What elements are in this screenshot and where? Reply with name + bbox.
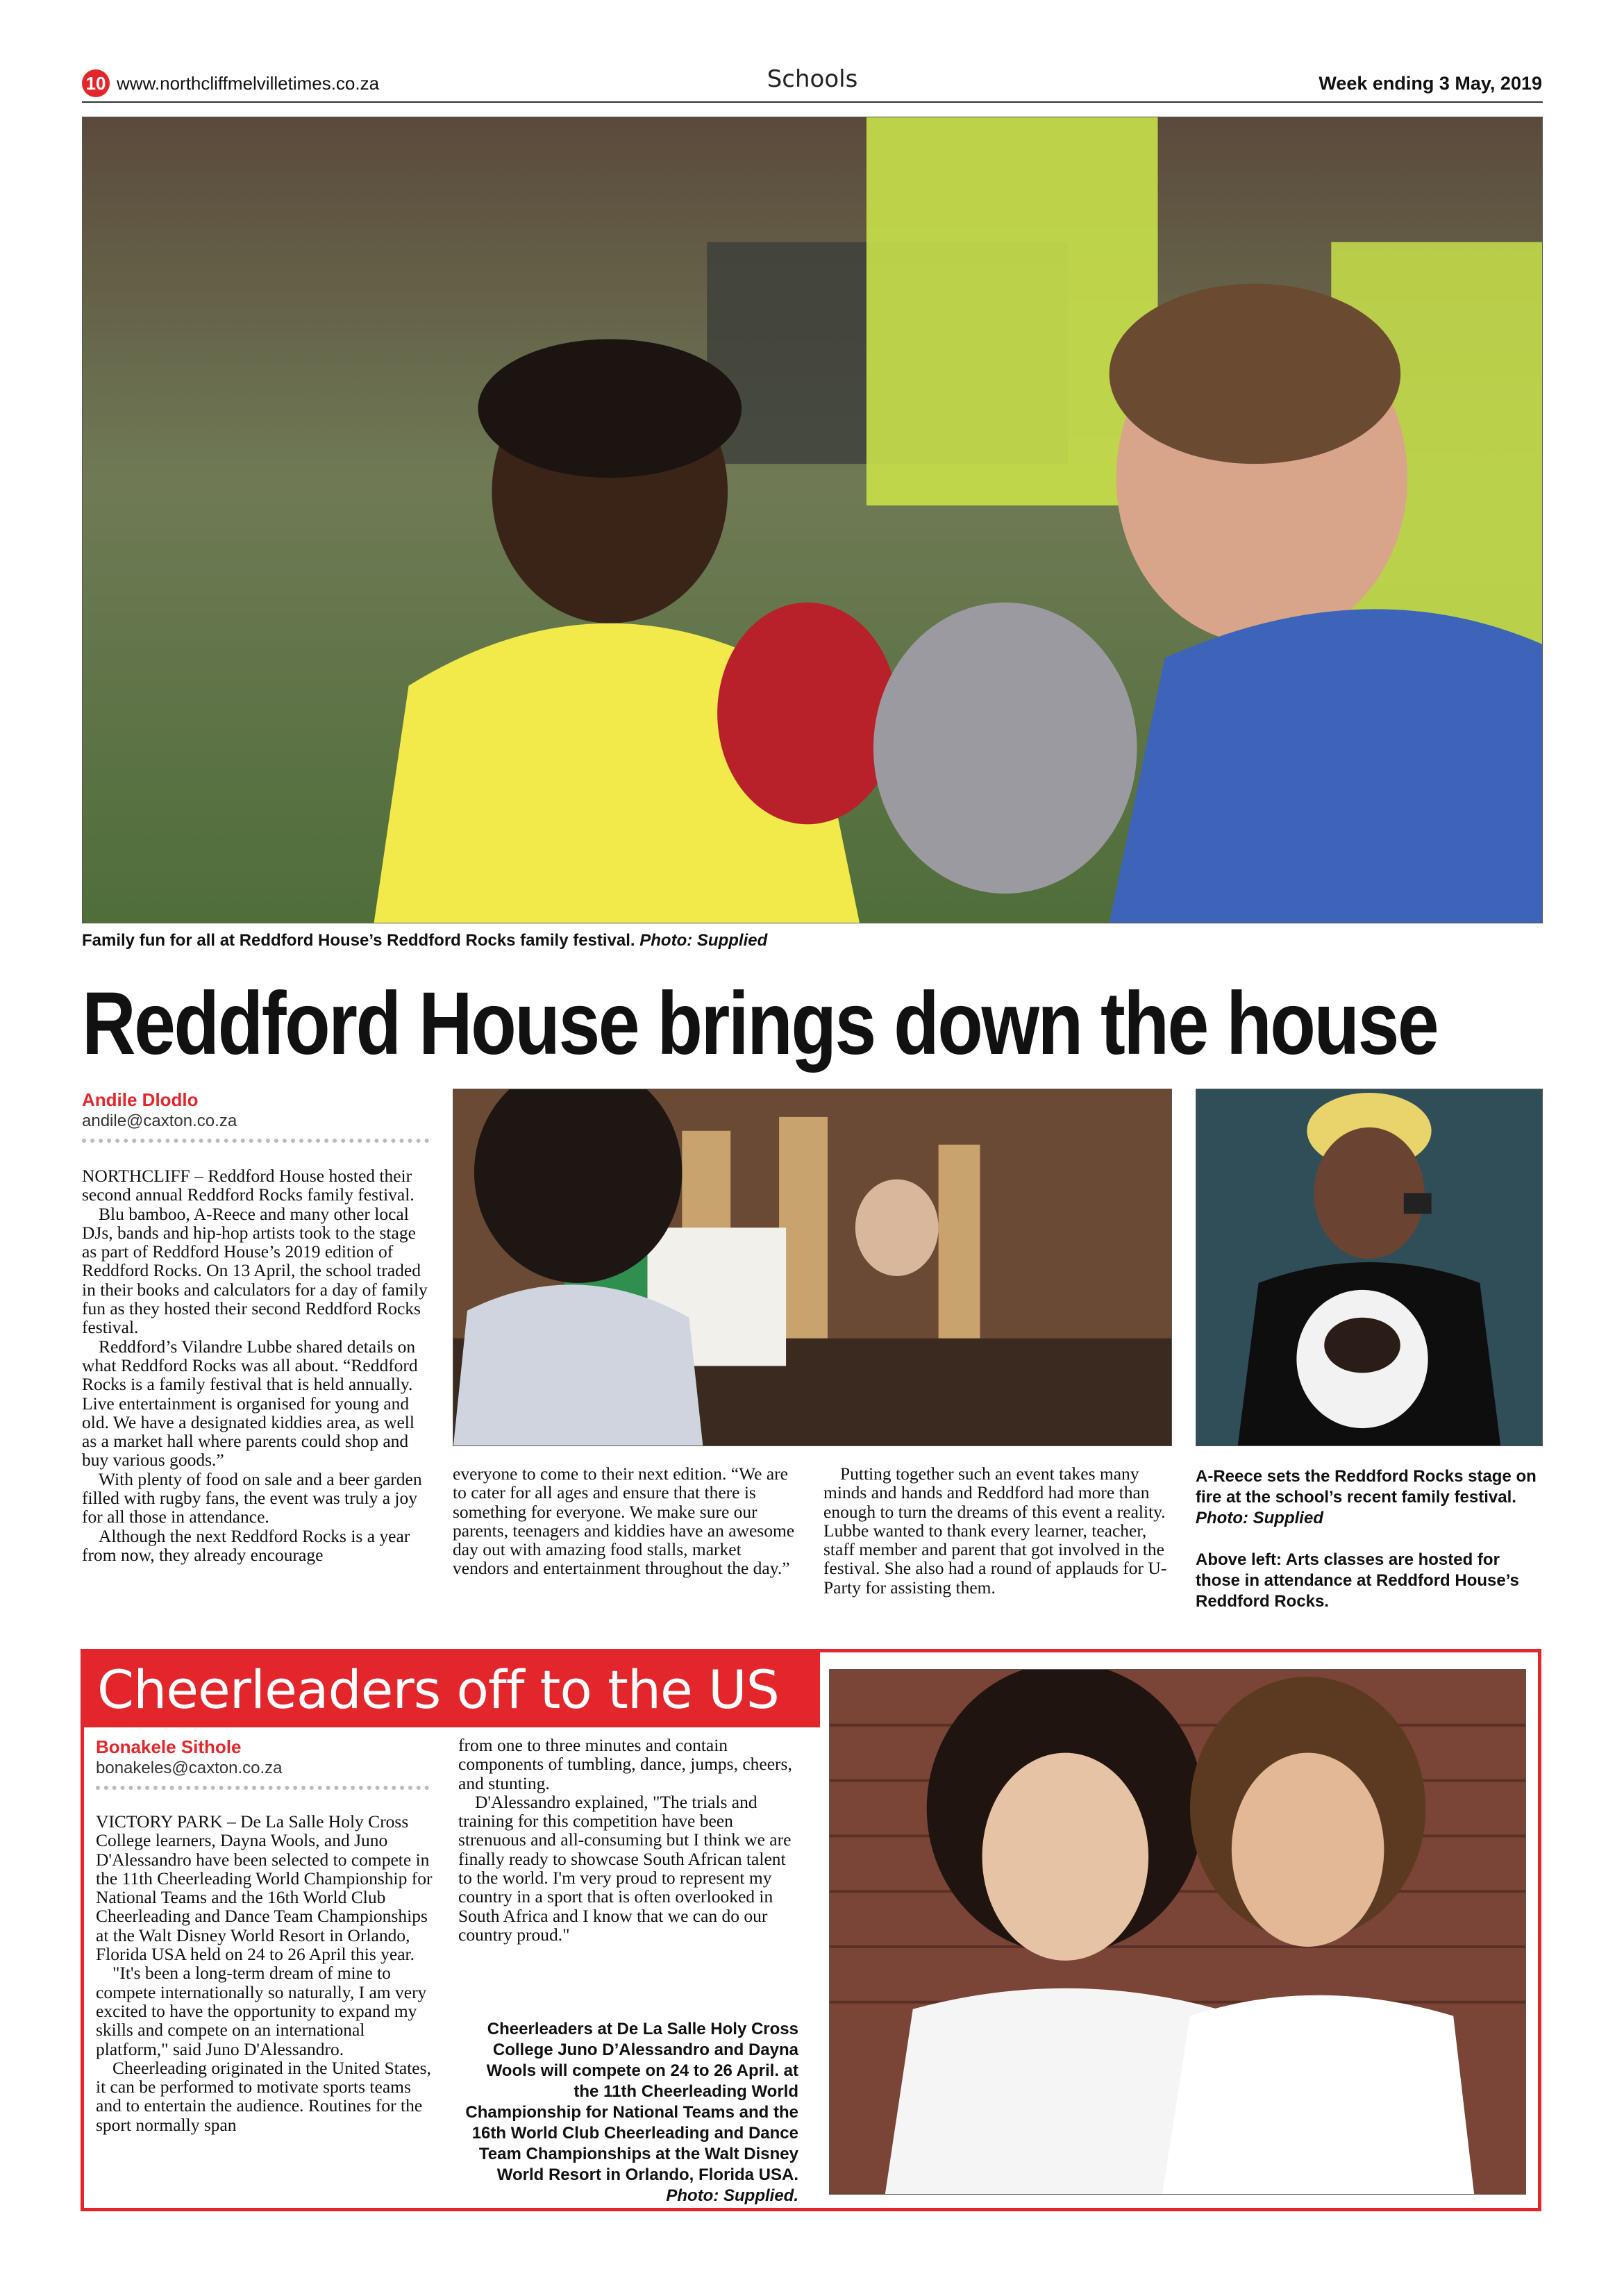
author-name: Bonakele Sithole bbox=[96, 1736, 242, 1757]
article-column-2 bbox=[453, 1464, 801, 1578]
paragraph: Although the next Reddford Rocks is a year from now, they already encourage bbox=[82, 1525, 410, 1565]
author-email[interactable]: andile@caxton.co.za bbox=[82, 1112, 237, 1130]
photo-credit: Photo: Supplied. bbox=[666, 2186, 798, 2205]
paragraph: everyone to come to their next edition. “We are to cater for all ages and ensure that there is something for everyone. We make sure our parents, teenagers and kiddies have an awesome day out with amazing food stalls, market vendors and entertainment throughout the day.” bbox=[453, 1464, 795, 1579]
author-name: Andile Dlodlo bbox=[82, 1089, 199, 1110]
header-divider bbox=[82, 101, 1543, 103]
paragraph: With plenty of food on sale and a beer garden filled with rugby fans, the event was truly a joy for all those in attendance. bbox=[82, 1468, 422, 1527]
paragraph: Reddford’s Vilandre Lubbe shared details on what Reddford Rocks was all about. “Reddford Rocks is a family festival that is held annually. Live entertainment is organised for young and old. We have a designated kiddies area, as well as a market hall where parents could shop and buy various goods.” bbox=[82, 1336, 418, 1470]
author-email[interactable]: bonakeles@caxton.co.za bbox=[96, 1759, 283, 1777]
art-photo-caption: Above left: Arts classes are hosted for those in attendance at Reddford House’s Reddford Rocks. bbox=[1196, 1550, 1519, 1611]
main-photo-caption bbox=[82, 930, 1543, 951]
photo-credit: Photo: Supplied bbox=[639, 931, 768, 950]
story-headline: Cheerleaders off to the US bbox=[97, 1659, 779, 1720]
singer-photo-caption bbox=[1196, 1466, 1543, 1529]
photo-credit: Photo: Supplied bbox=[1196, 1509, 1323, 1527]
article-column-1 bbox=[82, 1166, 429, 1564]
paragraph: "It's been a long-term dream of mine to compete internationally so naturally, I am very excited to have the opportunity to expand my skills and compete on an international platform," said Juno D'Alessandro. bbox=[96, 1963, 427, 2059]
cheerleaders-photo-caption bbox=[461, 2019, 798, 2206]
story-column-2 bbox=[458, 1736, 801, 1944]
page-number: 10 bbox=[82, 69, 110, 97]
story-column-1 bbox=[96, 1812, 433, 2134]
paragraph: D'Alessandro explained, "The trials and training for this competition have been strenuous and all-consuming but I think we are finally ready to showcase South African talent to the world. I'm very proud to represent my country in a sport that is often overlooked in South Africa and I know that we can do our country proud." bbox=[458, 1791, 792, 1945]
caption-text: Family fun for all at Reddford House’s Reddford Rocks family festival. bbox=[82, 931, 635, 950]
byline-divider bbox=[96, 1777, 429, 1790]
issue-date: Week ending 3 May, 2019 bbox=[1319, 73, 1542, 94]
caption-text: A-Reece sets the Reddford Rocks stage on fire at the school’s recent family festival. bbox=[1196, 1467, 1537, 1507]
paragraph: VICTORY PARK – De La Salle Holy Cross College learners, Dayna Wools, and Juno D'Alessandro have been selected to compete in the 11th Cheerleading World Championship for National Teams and the 16th World Club Cheerleading and Dance Team Championships at the Walt Disney World Resort in Orlando, Florida USA held on 24 to 26 April this year. bbox=[96, 1811, 433, 1965]
article-headline: Reddford House brings down the house bbox=[82, 974, 1438, 1073]
site-url[interactable]: www.northcliffmelvilletimes.co.za bbox=[117, 73, 380, 94]
caption-text: Cheerleaders at De La Salle Holy Cross College Juno D’Alessandro and Dayna Wools will compete on 24 to 26 April. at the 11th Cheerleading World Championship for National Teams and the 16th World Club Cheerleading and Dance Team Championships at the Walt Disney World Resort in Orlando, Florida USA. bbox=[465, 2020, 798, 2184]
paragraph: Putting together such an event takes many minds and hands and Reddford had more than enough to turn the dreams of this event a reality. Lubbe wanted to thank every learner, teacher, staff member and parent that got involved in the festival. She also had a round of applauds for U-Party for assisting them. bbox=[823, 1464, 1167, 1598]
byline-divider bbox=[82, 1130, 429, 1143]
article-column-3 bbox=[823, 1464, 1172, 1597]
section-title: Schools bbox=[767, 65, 858, 93]
paragraph: Blu bamboo, A-Reece and many other local DJs, bands and hip-hop artists took to the stage as part of Reddford House’s 2019 edition of Reddford Rocks. On 13 April, the school traded in their books and calculators for a day of family fun as they hosted their second Reddford Rocks festival. bbox=[82, 1203, 428, 1338]
singer-photo bbox=[1196, 1089, 1543, 1446]
art-class-photo bbox=[453, 1089, 1172, 1446]
paragraph: from one to three minutes and contain components of tumbling, dance, jumps, cheers, and stunting. bbox=[458, 1735, 792, 1793]
paragraph: Cheerleading originated in the United States, it can be performed to motivate sports teams and to entertain the audience. Routines for the sport normally span bbox=[96, 2057, 431, 2135]
boxing-photo bbox=[82, 117, 1543, 923]
cheerleaders-photo bbox=[829, 1669, 1526, 2195]
paragraph: NORTHCLIFF – Reddford House hosted their second annual Reddford Rocks family festival. bbox=[82, 1166, 415, 1205]
